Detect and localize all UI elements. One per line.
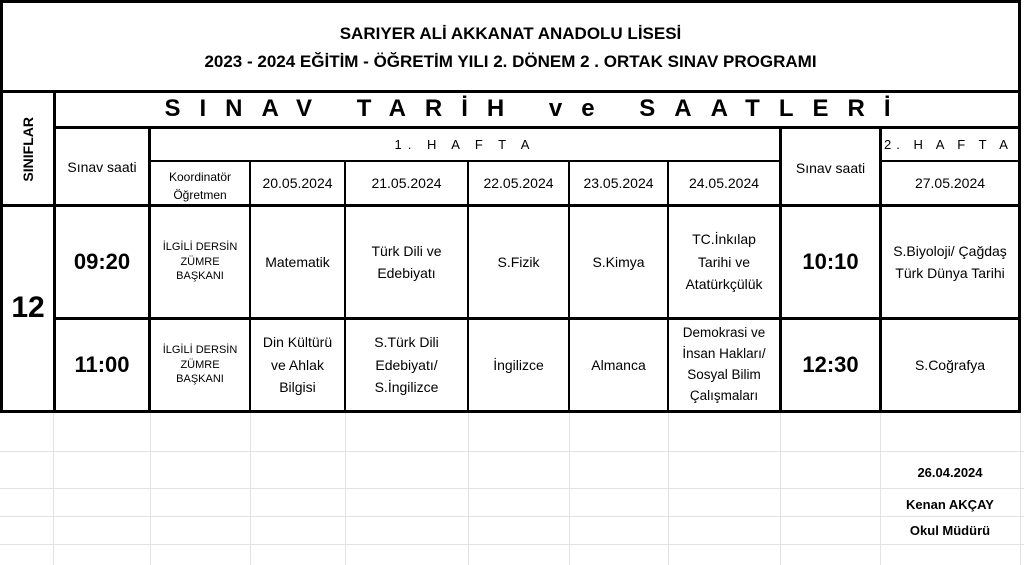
classes-label: SINIFLAR	[19, 116, 36, 182]
date-header: 20.05.2024	[262, 174, 333, 191]
row1-time: 09:20	[73, 249, 131, 275]
date-header: 22.05.2024	[483, 174, 554, 191]
signature-title: Okul Müdürü	[909, 523, 991, 539]
row2-subject: S.Türk Dili Edebiyatı/ S.İngilizce	[374, 334, 439, 396]
class-name: 12	[11, 291, 45, 325]
row2-subject: Demokrasi ve İnsan Hakları/ Sosyal Bilim Çalışmaları	[682, 325, 766, 403]
row1-week2-time: 10:10	[802, 249, 859, 275]
row1-subject: S.Kimya	[592, 253, 645, 270]
coordinator-header: Koordinatör Öğretmen	[168, 170, 232, 202]
exam-time-header-week2: Sınav saati	[795, 160, 866, 176]
row2-subject: İngilizce	[493, 356, 544, 373]
signature-name: Kenan AKÇAY	[906, 497, 994, 513]
row1-subject: S.Fizik	[497, 253, 540, 270]
row2-coordinator: İLGİLİ DERSİN ZÜMRE BAŞKANI	[162, 343, 238, 386]
row1-week2-subject: S.Biyoloji/ Çağdaş Türk Dünya Tarihi	[893, 242, 1007, 281]
row2-subject: Din Kültürü ve Ahlak Bilgisi	[262, 334, 333, 396]
row1-subject: Matematik	[265, 253, 330, 270]
signature-date: 26.04.2024	[917, 465, 983, 481]
week1-label: 1. H A F T A	[394, 136, 536, 152]
classes-header	[3, 93, 53, 205]
date-header-week2: 27.05.2024	[914, 174, 986, 191]
row2-time: 11:00	[74, 352, 130, 378]
schedule-banner: SINAV TARİH ve SAATLERİ	[164, 95, 910, 123]
row2-week2-time: 12:30	[802, 352, 859, 378]
date-header: 21.05.2024	[371, 174, 442, 191]
program-title: 2023 - 2024 EĞİTİM - ÖĞRETİM YILI 2. DÖNEM 2 . ORTAK SINAV PROGRAMI	[204, 51, 817, 71]
row1-coordinator: İLGİLİ DERSİN ZÜMRE BAŞKANI	[162, 240, 238, 283]
row2-week2-subject: S.Coğrafya	[914, 356, 986, 373]
exam-time-header: Sınav saati	[67, 158, 137, 175]
date-header: 24.05.2024	[688, 174, 760, 191]
row2-subject: Almanca	[591, 356, 646, 373]
row1-subject: Türk Dili ve Edebiyatı	[371, 242, 442, 281]
row1-subject: TC.İnkılap Tarihi ve Atatürkçülük	[685, 231, 763, 293]
week2-label: 2. H A F T A	[884, 136, 1013, 152]
school-title: SARIYER ALİ AKKANAT ANADOLU LİSESİ	[339, 23, 682, 43]
date-header: 23.05.2024	[583, 174, 654, 191]
